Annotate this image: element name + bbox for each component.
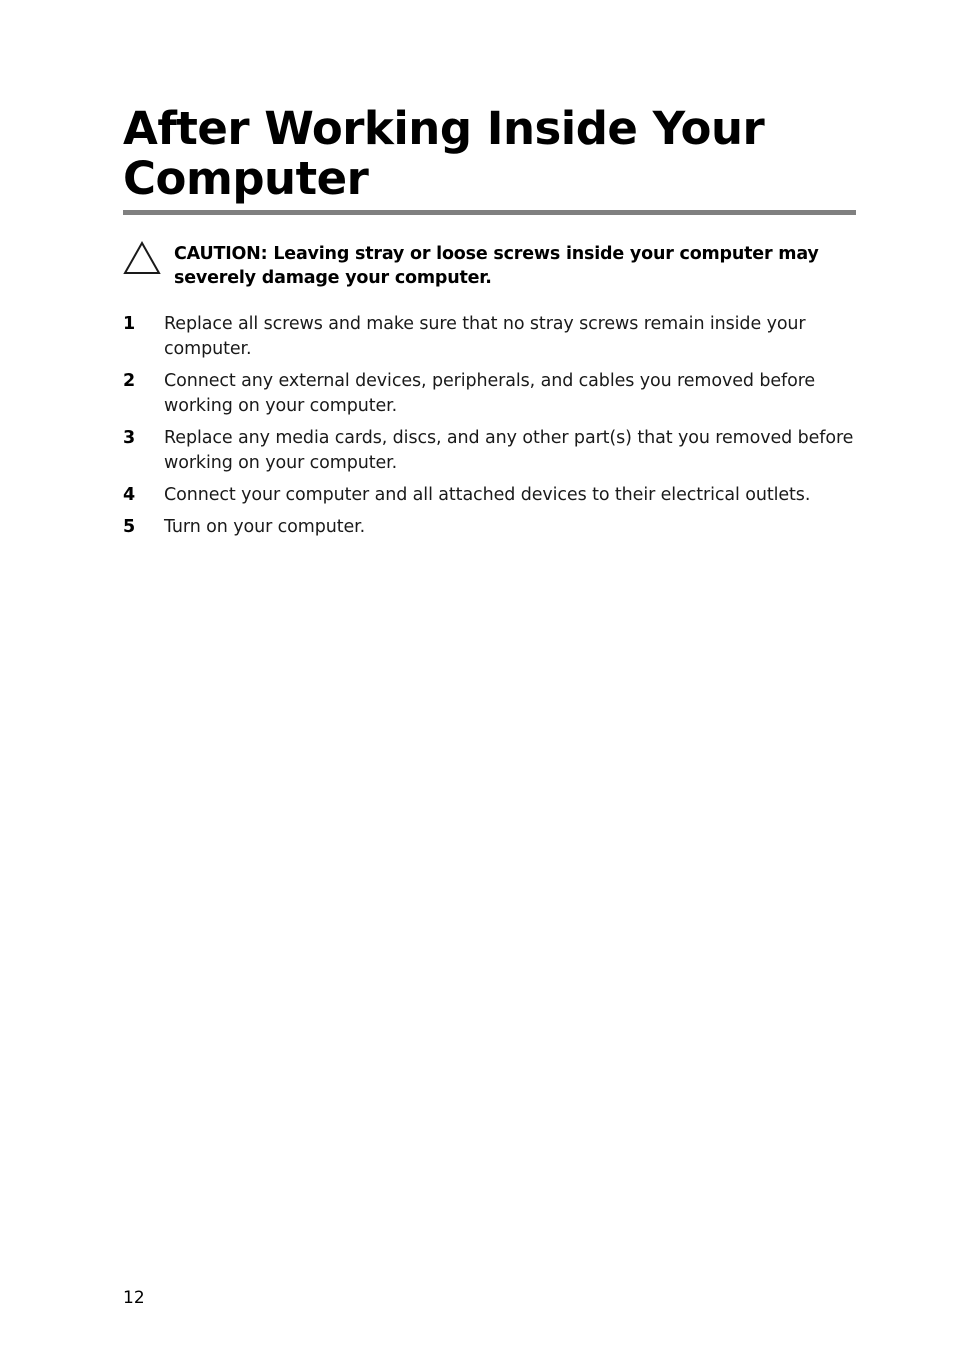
step-number: 4 xyxy=(123,485,136,505)
step-number: 3 xyxy=(123,428,136,448)
list-item xyxy=(123,483,856,508)
step-text: Connect your computer and all attached devices to their electrical outlets. xyxy=(164,485,811,505)
step-text: Turn on your computer. xyxy=(164,517,366,537)
step-number: 5 xyxy=(123,517,136,537)
step-text: Connect any external devices, peripherals, and cables you removed before working on your computer. xyxy=(164,371,816,416)
list-item xyxy=(123,515,856,540)
title-divider xyxy=(123,210,856,215)
page-number: 12 xyxy=(123,1288,145,1308)
step-text: Replace all screws and make sure that no stray screws remain inside your computer. xyxy=(164,314,806,359)
caution-text: CAUTION: Leaving stray or loose screws inside your computer may severely damage your computer. xyxy=(174,244,819,288)
step-text: Replace any media cards, discs, and any other part(s) that you removed before working on your computer. xyxy=(164,428,854,473)
list-item xyxy=(123,426,856,476)
steps-list xyxy=(123,312,856,547)
page-title: After Working Inside Your Computer xyxy=(123,102,765,205)
step-number: 1 xyxy=(123,314,136,334)
list-item xyxy=(123,369,856,419)
warning-triangle-icon xyxy=(123,240,161,276)
list-item xyxy=(123,312,856,362)
step-number: 2 xyxy=(123,371,136,391)
